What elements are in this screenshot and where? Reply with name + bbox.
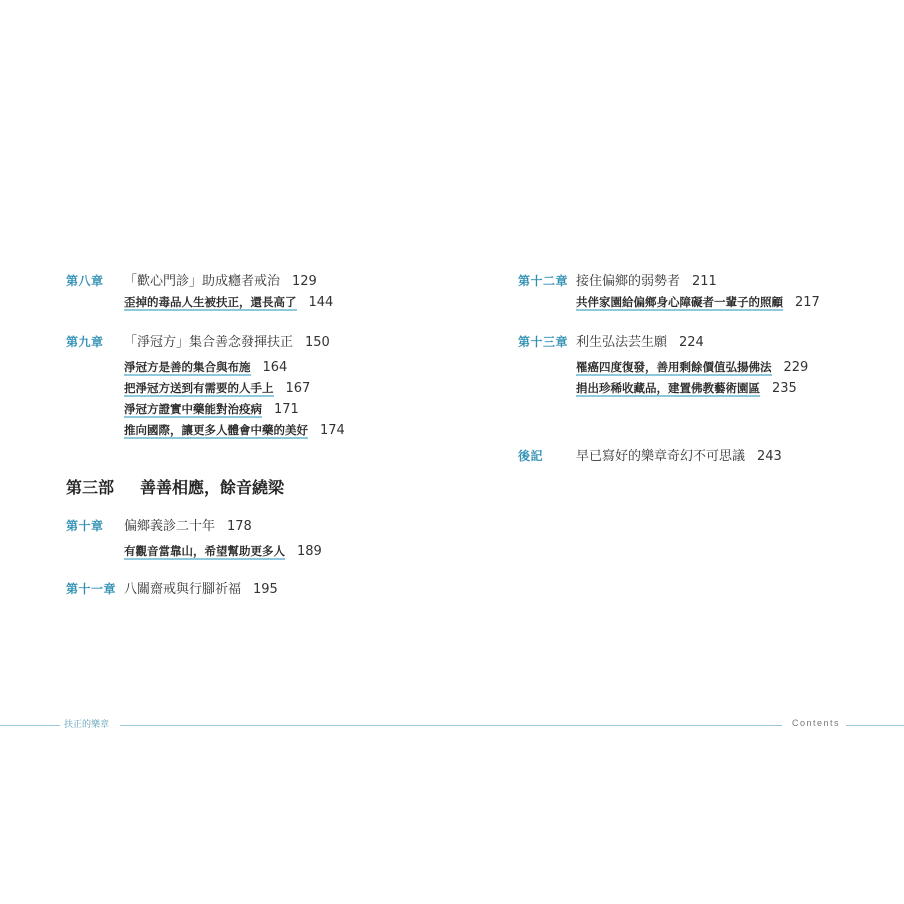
- page-number: 129: [292, 274, 317, 289]
- section-title: 有觀音當靠山，希望幫助更多人: [124, 544, 285, 558]
- chapter-title: 「淨冠方」集合善念發揮扶正: [124, 335, 294, 350]
- section-entry: [576, 380, 858, 401]
- chapter-8: [66, 270, 446, 315]
- chapter-label: 第十章: [66, 519, 104, 533]
- page-number: 150: [305, 335, 330, 350]
- section-title: 淨冠方是善的集合與布施: [124, 360, 251, 374]
- chapter-title: 八關齋戒與行腳祈福: [124, 582, 242, 597]
- page-number: 144: [308, 295, 334, 310]
- page-number: 243: [757, 449, 782, 464]
- section-entry: [124, 359, 446, 380]
- section-entry: [124, 294, 446, 315]
- chapter-label: 第八章: [66, 274, 104, 288]
- section-entry: [124, 380, 446, 401]
- toc-right-column: [518, 270, 858, 469]
- page-number: 167: [285, 381, 311, 396]
- part-3-heading: [66, 471, 446, 501]
- chapter-11: [66, 578, 446, 602]
- chapter-label: 第十一章: [66, 582, 117, 596]
- section-entry: [124, 422, 446, 443]
- chapter-title: 接住偏鄉的弱勢者: [576, 274, 681, 289]
- footer-rule-left: [0, 725, 60, 726]
- page-number: 164: [262, 360, 288, 375]
- page-number: 217: [795, 295, 820, 310]
- chapter-9: [66, 331, 446, 443]
- chapter-title: 利生弘法芸生願: [576, 335, 668, 350]
- page-number: 171: [274, 402, 299, 417]
- section-title: 捐出珍稀收藏品，建置佛教藝術園區: [576, 381, 760, 395]
- page-number: 174: [320, 423, 345, 438]
- chapter-title: 早已寫好的樂章奇幻不可思議: [576, 449, 746, 464]
- chapter-title: 偏鄉義診二十年: [124, 519, 216, 534]
- section-title: 推向國際，讓更多人體會中藥的美好: [124, 423, 308, 437]
- section-title: 淨冠方證實中藥能對治疫病: [124, 402, 262, 416]
- section-entry: [124, 401, 446, 422]
- chapter-label: 後記: [518, 449, 544, 463]
- page-number: 235: [772, 381, 797, 396]
- page-number: 229: [783, 360, 809, 375]
- part-title: 善善相應，餘音繞梁: [140, 477, 285, 497]
- chapter-label: 第九章: [66, 335, 104, 349]
- page-number: 195: [253, 582, 278, 597]
- chapter-10: [66, 515, 446, 564]
- toc-left-column: [66, 270, 446, 602]
- section-entry: [576, 359, 858, 380]
- section-title: 共伴家園給偏鄉身心障礙者一輩子的照顧: [576, 295, 783, 309]
- footer-contents-label: Contents: [792, 718, 841, 728]
- page-number: 189: [297, 544, 322, 559]
- section-entry: [124, 543, 446, 564]
- chapter-12: [518, 270, 858, 315]
- epilogue: [518, 445, 858, 469]
- footer-rule-middle: [120, 725, 782, 726]
- part-label: 第三部: [66, 477, 115, 497]
- footer-book-title: 扶正的樂章: [62, 717, 111, 730]
- footer-rule-right: [846, 725, 904, 726]
- chapter-label: 第十二章: [518, 274, 569, 288]
- section-title: 把淨冠方送到有需要的人手上: [124, 381, 274, 395]
- page-number: 211: [692, 274, 717, 289]
- section-title: 歪掉的毒品人生被扶正，還長高了: [124, 295, 297, 309]
- chapter-label: 第十三章: [518, 335, 569, 349]
- page-number: 178: [227, 519, 252, 534]
- section-entry: [576, 294, 858, 315]
- page-number: 224: [679, 335, 704, 350]
- section-title: 罹癌四度復發，善用剩餘價值弘揚佛法: [576, 360, 772, 374]
- chapter-13: [518, 331, 858, 401]
- chapter-title: 「歡心門診」助成癮者戒治: [124, 274, 281, 289]
